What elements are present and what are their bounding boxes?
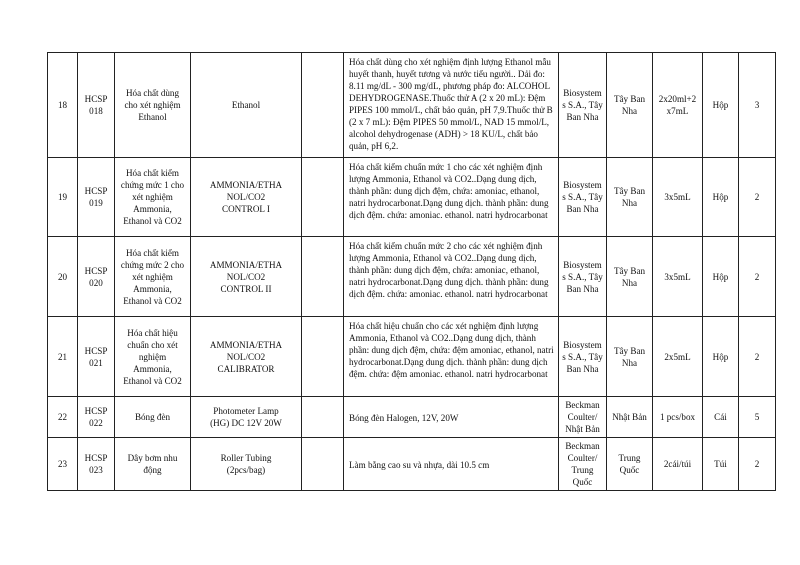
commercial-name: AMMONIA/ETHA NOL/CO2 CALIBRATOR [191,317,302,397]
items-table [47,52,776,491]
manufacturer: Biosystem s S.A., Tây Ban Nha [559,237,607,317]
origin: Tây Ban Nha [607,158,653,237]
empty-cell [302,158,344,237]
specification: Làm bằng cao su và nhựa, dài 10.5 cm [344,438,559,491]
table-row [48,158,776,237]
quantity: 2 [739,438,776,491]
packaging: 2x20ml+2 x7mL [653,53,703,158]
unit: Hộp [703,158,739,237]
item-name: Dây bơm nhu động [115,438,191,491]
row-number: 23 [48,438,78,491]
quantity: 2 [739,237,776,317]
item-name: Hóa chất kiểm chứng mức 1 cho xét nghiệm Ammonia, Ethanol và CO2 [115,158,191,237]
commercial-name: AMMONIA/ETHA NOL/CO2 CONTROL I [191,158,302,237]
item-name: Bóng đèn [115,397,191,438]
item-code: HCSP 022 [78,397,115,438]
commercial-name: Photometer Lamp (HG) DC 12V 20W [191,397,302,438]
table-row [48,317,776,397]
item-code: HCSP 018 [78,53,115,158]
origin: Nhật Bản [607,397,653,438]
unit: Hộp [703,237,739,317]
empty-cell [302,317,344,397]
specification: Hóa chất dùng cho xét nghiệm định lượng Ethanol mẫu huyết thanh, huyết tương và nước tiểu người.. Dải đo: 8.11 mg/dL - 300 mg/dL, phương pháp đo: ALCOHOL DEHYDROGENASE.Thuốc thử A (2 x 20 mL): Đệm PIPES 100 mmol/L, chất bảo quản, pH 7,9.Thuốc thử B (2 x 7 mL): Đệm PIPES 50 mmol/L, NAD 15 mmol/L, alcohol dehydrogenase (ADH) > 18 KU/L, chất bảo quản, pH 6,2. [344,53,559,158]
empty-cell [302,237,344,317]
row-number: 18 [48,53,78,158]
specification: Hóa chất hiệu chuẩn cho các xét nghiệm định lượng Ammonia, Ethanol và CO2..Dạng dung dịch, thành phần: dung dịch đệm, chứa: đệm amoniac, ethanol, natri hydrocarbonat.Dạng dung dịch. thành phần: dung dịch đệm. chứa: đệm amoniac. ethanol. natri hydrocarbonat [344,317,559,397]
manufacturer: Beckman Coulter/ Nhật Bản [559,397,607,438]
table-row [48,53,776,158]
unit: Hộp [703,317,739,397]
unit: Túi [703,438,739,491]
specification: Bóng đèn Halogen, 12V, 20W [344,397,559,438]
empty-cell [302,397,344,438]
unit: Cái [703,397,739,438]
table-row [48,237,776,317]
commercial-name: Ethanol [191,53,302,158]
origin: Tây Ban Nha [607,317,653,397]
empty-cell [302,53,344,158]
row-number: 22 [48,397,78,438]
row-number: 20 [48,237,78,317]
origin: Trung Quốc [607,438,653,491]
origin: Tây Ban Nha [607,53,653,158]
row-number: 19 [48,158,78,237]
packaging: 2x5mL [653,317,703,397]
manufacturer: Biosystem s S.A., Tây Ban Nha [559,317,607,397]
manufacturer: Beckman Coulter/ Trung Quốc [559,438,607,491]
table-row [48,438,776,491]
quantity: 2 [739,158,776,237]
item-name: Hóa chất dùng cho xét nghiệm Ethanol [115,53,191,158]
commercial-name: Roller Tubing (2pcs/bag) [191,438,302,491]
specification: Hóa chất kiểm chuẩn mức 2 cho các xét nghiệm định lượng Ammonia, Ethanol và CO2..Dạng dung dịch, thành phần: dung dịch đệm, chứa: amoniac, ethanol, natri hydrocarbonat.Dạng dung dịch. thành phần: dung dịch đệm. chứa: amoniac. ethanol. natri hydrocarbonat [344,237,559,317]
quantity: 2 [739,317,776,397]
item-code: HCSP 020 [78,237,115,317]
row-number: 21 [48,317,78,397]
item-name: Hóa chất kiểm chứng mức 2 cho xét nghiệm Ammonia, Ethanol và CO2 [115,237,191,317]
item-code: HCSP 021 [78,317,115,397]
item-code: HCSP 023 [78,438,115,491]
origin: Tây Ban Nha [607,237,653,317]
manufacturer: Biosystem s S.A., Tây Ban Nha [559,53,607,158]
packaging: 3x5mL [653,237,703,317]
item-name: Hóa chất hiệu chuẩn cho xét nghiệm Ammonia, Ethanol và CO2 [115,317,191,397]
item-code: HCSP 019 [78,158,115,237]
unit: Hộp [703,53,739,158]
empty-cell [302,438,344,491]
packaging: 3x5mL [653,158,703,237]
quantity: 3 [739,53,776,158]
packaging: 2cái/túi [653,438,703,491]
table-row [48,397,776,438]
packaging: 1 pcs/box [653,397,703,438]
manufacturer: Biosystem s S.A., Tây Ban Nha [559,158,607,237]
commercial-name: AMMONIA/ETHA NOL/CO2 CONTROL II [191,237,302,317]
specification: Hóa chất kiểm chuẩn mức 1 cho các xét nghiệm định lượng Ammonia, Ethanol và CO2..Dạng dung dịch, thành phần: dung dịch đệm, chứa: amoniac, ethanol, natri hydrocarbonat.Dạng dung dịch. thành phần: dung dịch đệm. chứa: amoniac. ethanol. natri hydrocarbonat [344,158,559,237]
quantity: 5 [739,397,776,438]
